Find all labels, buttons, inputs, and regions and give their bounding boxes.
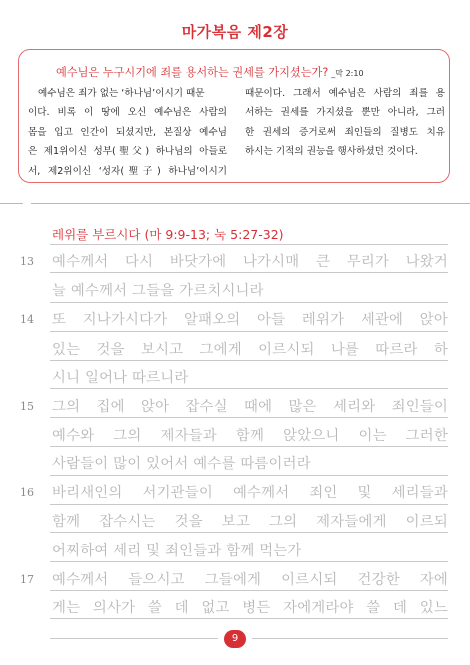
intro-right-line: 때문이다. 그래서 예수님은 사람의 죄를 용 bbox=[245, 88, 445, 99]
section-heading: 레위를 부르시다 (마 9:9-13; 눅 5:27-32) bbox=[52, 227, 284, 242]
intro-right-line: 하시는 기적의 권능을 행사하셨던 것이다. bbox=[245, 146, 418, 158]
footer-line bbox=[252, 638, 448, 639]
guide-line bbox=[50, 618, 448, 619]
verse-number: 17 bbox=[20, 573, 34, 586]
page-number: 9 bbox=[224, 630, 246, 648]
guide-line bbox=[50, 504, 448, 505]
footer-line bbox=[50, 638, 218, 639]
intro-left-column bbox=[28, 84, 227, 181]
verse-number: 13 bbox=[20, 255, 34, 268]
guide-line bbox=[50, 475, 448, 476]
verse-number: 16 bbox=[20, 486, 34, 499]
guide-line bbox=[50, 360, 448, 361]
intro-reference: _막 2:10 bbox=[331, 69, 364, 78]
trace-line[interactable]: 게는 의사가 쓸 데 없고 병든 자에게라야 쓸 데 있느 bbox=[52, 600, 448, 616]
intro-left-line: 예수님은 죄가 없는 ‘하나님’이시기 때문 bbox=[38, 88, 205, 99]
trace-line[interactable]: 함께 잡수시는 것을 보고 그의 제자들에게 이르되 bbox=[52, 514, 448, 530]
section-divider bbox=[0, 203, 470, 212]
guide-line bbox=[50, 272, 448, 273]
trace-line[interactable]: 바리새인의 서기관들이 예수께서 죄인 및 세리들과 bbox=[52, 485, 448, 501]
chapter-title: 마가복음 제2장 bbox=[181, 23, 289, 41]
guide-line bbox=[50, 331, 448, 332]
intro-question bbox=[56, 64, 364, 80]
guide-line bbox=[50, 417, 448, 418]
trace-line[interactable]: 시니 일어나 따르니라 bbox=[52, 370, 189, 386]
guide-line bbox=[50, 561, 448, 562]
intro-right-column bbox=[245, 84, 445, 162]
trace-line[interactable]: 예수께서 다시 바닷가에 나가시매 큰 무리가 나왔거 bbox=[52, 254, 448, 270]
intro-question-text: 예수님은 누구시기에 죄를 용서하는 권세를 가지셨는가? bbox=[56, 66, 329, 79]
guide-line bbox=[50, 590, 448, 591]
trace-line[interactable]: 사람들이 많이 있어서 예수를 따름이러라 bbox=[52, 456, 311, 472]
trace-line[interactable]: 그의 집에 앉아 잡수실 때에 많은 세리와 죄인들이 bbox=[52, 399, 448, 415]
trace-line[interactable]: 있는 것을 보시고 그에게 이르시되 나를 따르라 하 bbox=[52, 342, 448, 358]
intro-left-line: 이다. 비록 이 땅에 오신 예수님은 사람의 bbox=[28, 107, 227, 119]
guide-line bbox=[50, 244, 448, 245]
intro-right-line: 서하는 권세를 가지셨을 뿐만 아니라, 그러 bbox=[245, 107, 445, 119]
guide-line bbox=[50, 532, 448, 533]
verse-number: 14 bbox=[20, 313, 34, 326]
verse-number: 15 bbox=[20, 400, 34, 413]
guide-line bbox=[50, 388, 448, 389]
intro-left-line: 서, 제2위이신 ‘성자(聖子) 하나님’이시기 bbox=[28, 165, 227, 177]
trace-line[interactable]: 예수와 그의 제자들과 함께 앉았으니 이는 그러한 bbox=[52, 428, 448, 444]
trace-line[interactable]: 또 지나가시다가 알패오의 아들 레위가 세관에 앉아 bbox=[52, 312, 448, 328]
intro-right-line: 한 권세의 증거로써 죄인들의 질병도 치유 bbox=[245, 126, 445, 138]
intro-left-line: 은 제1위이신 성부(聖父) 하나님의 아들로 bbox=[28, 146, 227, 158]
trace-line[interactable]: 어찌하여 세리 및 죄인들과 함께 먹는가 bbox=[52, 543, 302, 559]
guide-line bbox=[50, 446, 448, 447]
guide-line bbox=[50, 302, 448, 303]
trace-line[interactable]: 늘 예수께서 그들을 가르치시니라 bbox=[52, 283, 264, 299]
trace-line[interactable]: 예수께서 들으시고 그들에게 이르시되 건강한 자에 bbox=[52, 572, 448, 588]
intro-left-line: 몸을 입고 인간이 되셨지만, 본질상 예수님 bbox=[28, 126, 227, 138]
